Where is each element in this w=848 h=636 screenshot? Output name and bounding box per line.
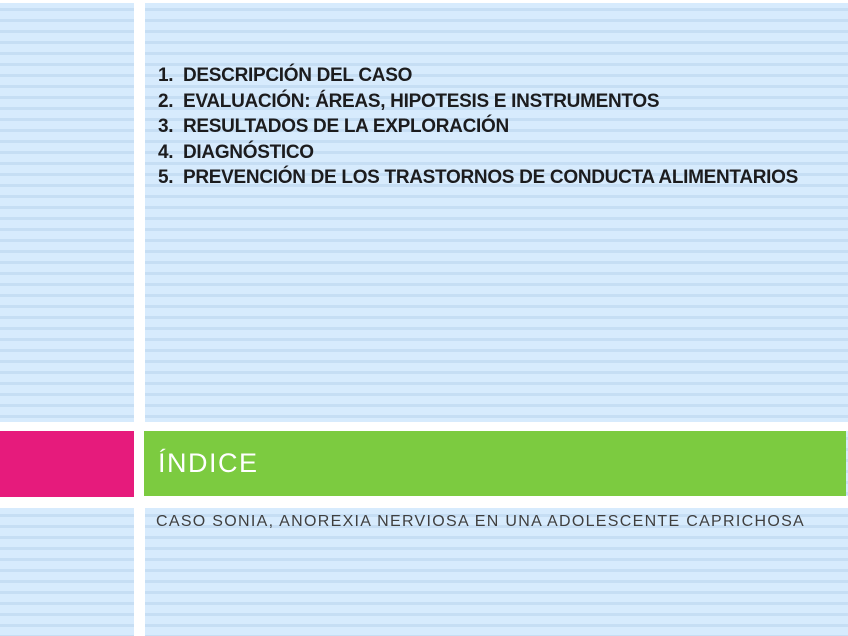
agenda-item xyxy=(158,89,818,115)
agenda-item-label: PREVENCIÓN DE LOS TRASTORNOS DE CONDUCTA ALIMENTARIOS xyxy=(183,167,798,188)
agenda-item-label: DESCRIPCIÓN DEL CASO xyxy=(183,65,413,86)
agenda-item-label: DIAGNÓSTICO xyxy=(183,141,314,163)
agenda-item xyxy=(158,140,818,166)
banner-upper-divider xyxy=(0,422,848,431)
slide-subtitle: CASO SONIA, ANOREXIA NERVIOSA EN UNA ADOLESCENTE CAPRICHOSA xyxy=(156,513,806,530)
agenda-item-number: 3. xyxy=(158,116,174,137)
agenda-item xyxy=(158,165,818,191)
slide-title: ÍNDICE xyxy=(158,448,259,478)
agenda-list xyxy=(158,63,818,191)
vertical-divider-band xyxy=(134,0,145,636)
title-banner xyxy=(144,431,846,496)
agenda-item-number: 2. xyxy=(158,90,174,112)
top-edge-divider xyxy=(0,0,848,3)
agenda-item-label: EVALUACIÓN: ÁREAS, HIPOTESIS E INSTRUMENTOS xyxy=(183,90,660,112)
agenda-item xyxy=(158,63,818,89)
banner-lower-divider xyxy=(0,496,848,508)
agenda-item-number: 4. xyxy=(158,141,174,163)
agenda-item-number: 5. xyxy=(158,167,174,188)
pink-accent-block xyxy=(0,431,134,497)
agenda-item-label: RESULTADOS DE LA EXPLORACIÓN xyxy=(183,116,509,137)
agenda-item xyxy=(158,114,818,140)
agenda-item-number: 1. xyxy=(158,65,174,86)
